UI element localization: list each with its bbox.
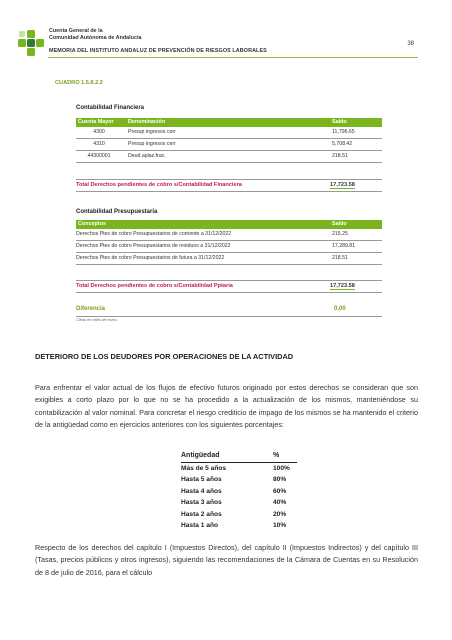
diferencia-label: Diferencia (76, 306, 106, 312)
organization-name: Cuenta General de la Comunidad Autónoma de Andalucía (49, 28, 142, 41)
table-row (76, 151, 382, 163)
table-row (76, 241, 382, 253)
presupuestaria-total-row (76, 280, 382, 293)
percent-cell: 10% (273, 521, 287, 529)
presupuestaria-title: Contabilidad Presupuestaria (76, 209, 158, 215)
denominacion-cell: Deud.aplaz.frac. (128, 153, 166, 159)
percent-cell: 60% (273, 487, 287, 495)
header-divider (48, 57, 418, 58)
antiguedad-cell: Hasta 3 años (181, 499, 222, 507)
financiera-table (76, 118, 382, 163)
financiera-total-row (76, 179, 382, 192)
percent-cell: 40% (273, 499, 287, 507)
section-title: DETERIORO DE LOS DEUDORES POR OPERACIONES DE LA ACTIVIDAD (35, 352, 294, 361)
diferencia-value: 0,00 (334, 306, 346, 312)
paragraph-1: Para enfrentar el valor actual de los flujos de efectivo futuros originado por estos derechos se consideran que son exigibles a corto plazo por lo que no se ha procedido a la actualización de los mismos, manteniéndose su contabilización al valor nominal. Para concretar el riesgo crediticio de impago de los mismos se ha mantenido el criterio de la antigüedad como en ejercicios anteriores con los siguientes porcentajes: (35, 383, 418, 430)
antiguedad-cell: Hasta 4 años (181, 487, 222, 495)
col-conceptos: Conceptos (78, 221, 106, 227)
cifras-note: Cifras en miles de euros (76, 318, 117, 322)
col-antiguedad: Antigüedad (181, 452, 220, 459)
table-row (76, 253, 382, 265)
col-cuenta-mayor: Cuenta Mayor (78, 119, 114, 125)
antiguedad-table (181, 450, 297, 531)
table-row (181, 463, 297, 474)
percent-cell: 80% (273, 476, 287, 484)
saldo-cell: 215.25 (332, 231, 348, 237)
antiguedad-cell: Hasta 5 años (181, 476, 222, 484)
financiera-title: Contabilidad Financiera (76, 105, 145, 111)
table-row (76, 139, 382, 151)
concepto-cell: Derechos Ptes de cobro Presupuestarios de residuos a 31/12/2022 (76, 243, 231, 249)
saldo-cell: 218.51 (332, 255, 348, 261)
table-row (76, 229, 382, 241)
table-row (181, 520, 297, 531)
financiera-header-row (76, 118, 382, 127)
saldo-cell: 11,796.65 (332, 129, 355, 135)
col-saldo: Saldo (332, 119, 347, 125)
table-row (76, 127, 382, 139)
table-row (181, 486, 297, 497)
cuenta-cell: 4300 (93, 129, 105, 135)
saldo-cell: 218.51 (332, 153, 348, 159)
concepto-cell: Derechos Ptes de cobro Presupuestarios de futura a 31/12/2022 (76, 255, 225, 261)
col-denominacion: Denominación (128, 119, 166, 125)
saldo-cell: 17,289.81 (332, 243, 356, 249)
antiguedad-cell: Hasta 2 años (181, 510, 222, 518)
cuenta-cell: 44300001 (87, 153, 111, 159)
presupuestaria-total-label: Total Derechos pendientes de cobro s/Contabilidad Pptaria (76, 283, 233, 289)
percent-cell: 20% (273, 510, 287, 518)
paragraph-2: Respecto de los derechos del capítulo I (Impuestos Directos), del capítulo II (Impuestos Indirectos) y del capítulo III (Tasas, precios públicos y otros ingresos), siguiendo las recomendaciones de la Cámara de Cuentas en su Resolución de 8 de julio de 2016, para el cálculo (35, 543, 418, 577)
financiera-total-label: Total Derechos pendientes de cobro s/Contabilidad Financiera (76, 182, 242, 188)
saldo-cell: 5,708.42 (332, 141, 353, 147)
memoria-title: MEMORIA DEL INSTITUTO ANDALUZ DE PREVENCIÓN DE RIESGOS LABORALES (49, 48, 267, 54)
page-number: 38 (407, 41, 414, 47)
antiguedad-header-row (181, 450, 297, 463)
denominacion-cell: Presup ingresos cerr (128, 141, 176, 147)
presupuestaria-total-value: 17,723.58 (330, 283, 355, 289)
concepto-cell: Derechos Ptes de cobro Presupuestarios de corriente a 31/12/2022 (76, 231, 232, 237)
junta-andalucia-logo-icon (18, 30, 44, 56)
col-percent: % (273, 452, 280, 459)
antiguedad-cell: Más de 5 años (181, 465, 227, 472)
financiera-total-value: 17,723.58 (330, 182, 355, 188)
presupuestaria-header-row (76, 220, 382, 229)
cuenta-cell: 4310 (93, 141, 105, 147)
table-row (181, 497, 297, 508)
denominacion-cell: Presup ingresos corr (128, 129, 176, 135)
col-saldo: Saldo (332, 221, 347, 227)
antiguedad-cell: Hasta 1 año (181, 521, 219, 529)
percent-cell: 100% (273, 465, 290, 472)
diferencia-row (76, 305, 382, 317)
presupuestaria-table (76, 220, 382, 265)
table-row (181, 509, 297, 520)
table-row (181, 474, 297, 485)
cuadro-label: CUADRO 1.5.8.2.2 (55, 80, 103, 86)
